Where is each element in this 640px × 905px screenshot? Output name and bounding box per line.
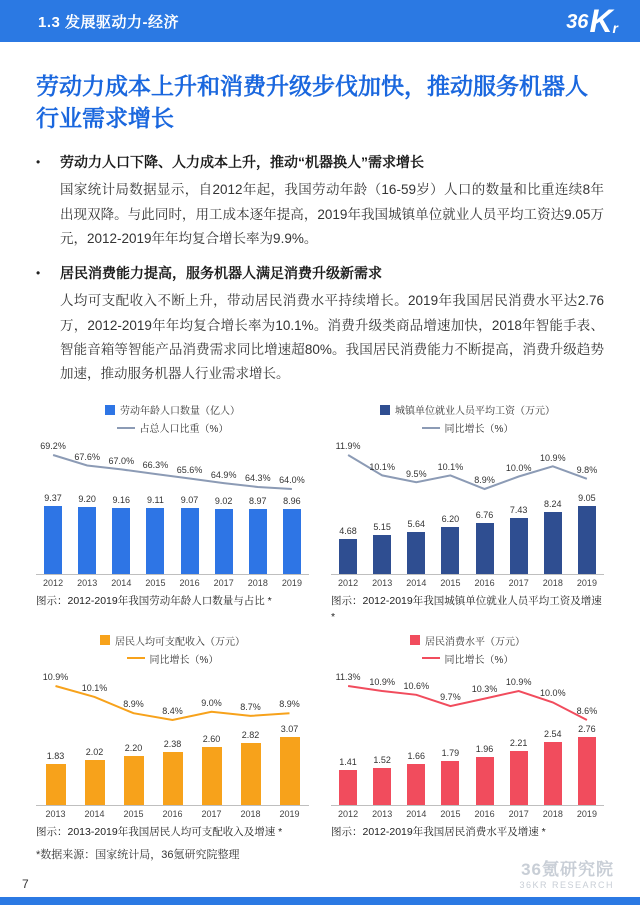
bar-value-label: 2.76	[578, 723, 596, 734]
legend-bar-series	[380, 402, 555, 417]
x-axis-label: 2018	[542, 808, 563, 819]
charts-grid	[36, 402, 604, 840]
bar-value-label: 2.38	[163, 738, 182, 749]
bar-value-label: 3.07	[280, 723, 299, 734]
legend-label: 劳动年龄人口数量（亿人）	[120, 406, 240, 418]
x-axis-label: 2017	[508, 808, 529, 819]
chart-legend	[331, 633, 604, 666]
bar-value-label: 5.64	[407, 519, 426, 530]
line-value-label: 10.0%	[505, 462, 532, 473]
line-value-label: 66.3%	[142, 460, 169, 471]
legend-line-swatch	[422, 427, 440, 429]
bar-value-label: 9.16	[112, 495, 131, 506]
legend-line-series	[117, 420, 229, 435]
x-axis-label: 2012	[43, 578, 64, 589]
x-axis-label: 2016	[474, 578, 495, 589]
x-axis-label: 2018	[240, 808, 261, 819]
line-value-label: 11.9%	[335, 441, 361, 452]
legend-label: 居民消费水平（万元）	[425, 636, 525, 648]
bar-value-label: 6.76	[475, 510, 494, 521]
x-axis-label: 2014	[406, 578, 427, 589]
legend-bar-series	[410, 633, 525, 648]
bar-value-label: 2.54	[544, 728, 562, 739]
line-value-label: 10.9%	[540, 452, 566, 463]
x-axis-label: 2014	[111, 578, 132, 589]
x-axis-label: 2016	[474, 808, 495, 819]
legend-bar-swatch	[380, 405, 390, 415]
line-value-label: 10.1%	[437, 461, 464, 472]
bullet-item-consumption	[36, 263, 604, 386]
bar-value-label: 8.97	[249, 496, 267, 507]
chart-x-axis	[331, 578, 604, 588]
line-value-label: 8.4%	[162, 705, 183, 716]
bar	[44, 506, 62, 574]
legend-bar-swatch	[410, 635, 420, 645]
line-value-label: 9.7%	[440, 692, 461, 703]
x-axis-label: 2017	[213, 578, 234, 589]
line-value-label: 9.8%	[576, 465, 598, 476]
bar	[146, 508, 164, 574]
chart-plot	[331, 668, 604, 806]
bullet-text: 国家统计局数据显示，自2012年起，我国劳动年龄（16-59岁）人口的数量和比重连续8年出现双降。与此同时，用工成本逐年提高，2019年我国城镇单位就业人员平均工资达9.05万元，2012-2019年年均复合增长率为9.9%。	[60, 182, 604, 246]
line-value-label: 67.0%	[108, 455, 135, 466]
line-value-label: 10.3%	[471, 684, 498, 695]
x-axis-label: 2019	[576, 578, 597, 589]
line-value-label: 8.6%	[576, 705, 598, 716]
line-value-label: 67.6%	[74, 451, 100, 462]
chart-caption: 图示：2012-2019年我国劳动年龄人口数量与占比 *	[36, 595, 272, 608]
line-value-label: 65.6%	[176, 464, 203, 475]
bar-value-label: 7.43	[509, 505, 528, 516]
legend-line-swatch	[127, 657, 145, 659]
x-axis-label: 2019	[576, 808, 597, 819]
bar	[181, 508, 199, 574]
x-axis-label: 2012	[338, 808, 359, 819]
bar	[407, 532, 425, 574]
bar	[215, 509, 233, 574]
x-axis-label: 2013	[77, 578, 98, 589]
bar-value-label: 9.02	[214, 496, 233, 507]
line-value-label: 10.9%	[505, 676, 532, 687]
line-value-label: 9.0%	[201, 697, 222, 708]
bar-value-label: 1.66	[407, 750, 426, 761]
chart-plot	[36, 668, 309, 806]
page-number: 7	[22, 877, 29, 891]
bar	[510, 518, 528, 574]
x-axis-label: 2015	[440, 578, 461, 589]
bar-value-label: 1.41	[339, 756, 357, 767]
bar-value-label: 2.82	[241, 729, 260, 740]
watermark-cn: 36氪研究院	[521, 859, 614, 879]
bar	[578, 506, 596, 574]
line-value-label: 64.3%	[245, 473, 271, 484]
bar	[280, 737, 300, 805]
bar	[112, 508, 130, 574]
x-axis-label: 2018	[247, 578, 268, 589]
page-title: 劳动力成本上升和消费升级步伐加快，推动服务机器人行业需求增长	[36, 73, 588, 132]
x-axis-label: 2015	[145, 578, 166, 589]
bar	[578, 737, 596, 805]
line-value-label: 64.9%	[210, 469, 237, 480]
x-axis-label: 2019	[279, 808, 300, 819]
chart-average-wage	[331, 402, 604, 624]
x-axis-label: 2017	[508, 578, 529, 589]
line-value-label: 10.1%	[369, 461, 395, 472]
legend-label: 居民人均可支配收入（万元）	[115, 636, 245, 648]
bar	[46, 764, 66, 805]
bar-value-label: 4.68	[339, 526, 357, 537]
legend-line-series	[422, 651, 514, 666]
line-value-label: 10.1%	[81, 682, 108, 693]
bar-value-label: 9.07	[180, 495, 199, 506]
bar	[476, 523, 494, 574]
bar-value-label: 9.20	[78, 494, 96, 505]
legend-label: 占总人口比重（%）	[139, 424, 229, 436]
x-axis-label: 2015	[440, 808, 461, 819]
x-axis-label: 2014	[406, 808, 427, 819]
section-title: 1.3 发展驱动力-经济	[38, 13, 180, 31]
x-axis-label: 2014	[84, 808, 105, 819]
bar-value-label: 1.83	[46, 750, 65, 761]
chart-legend	[36, 402, 309, 435]
legend-bar-swatch	[105, 405, 115, 415]
x-axis-label: 2013	[45, 808, 66, 819]
bar	[163, 752, 183, 805]
chart-x-axis	[36, 578, 309, 588]
bar-value-label: 6.20	[441, 514, 460, 525]
legend-bar-series	[105, 402, 240, 417]
chart-plot	[36, 437, 309, 575]
bar-value-label: 9.11	[147, 495, 164, 506]
bar	[78, 507, 96, 574]
bar-value-label: 8.24	[544, 499, 562, 510]
bottom-accent-bar	[0, 897, 640, 905]
bar	[510, 751, 528, 805]
bar-value-label: 2.21	[509, 737, 528, 748]
chart-caption: 图示：2012-2019年我国城镇单位就业人员平均工资及增速 *	[331, 595, 602, 623]
x-axis-label: 2019	[281, 578, 302, 589]
36kr-logo	[566, 5, 618, 37]
line-value-label: 8.9%	[123, 699, 144, 710]
bar	[441, 761, 459, 805]
legend-line-series	[422, 420, 514, 435]
line-value-label: 8.7%	[240, 701, 261, 712]
bar-value-label: 1.79	[441, 747, 460, 758]
bar	[373, 535, 391, 574]
bullet-content	[60, 263, 604, 386]
page-content	[0, 70, 640, 862]
bar-value-label: 1.96	[475, 743, 494, 754]
chart-caption: 图示：2012-2019年我国居民消费水平及增速 *	[331, 825, 546, 838]
bar	[476, 757, 494, 805]
bullet-marker: •	[36, 155, 41, 170]
bullet-heading: 居民消费能力提高，服务机器人满足消费升级新需求	[60, 265, 382, 282]
chart-legend	[36, 633, 309, 666]
bar-value-label: 2.02	[85, 746, 104, 757]
line-value-label: 11.3%	[335, 671, 361, 682]
chart-working-age-population	[36, 402, 309, 624]
watermark-en: 36KR RESEARCH	[519, 879, 614, 890]
bar	[373, 768, 391, 805]
bullet-item-labor	[36, 152, 604, 251]
legend-label: 同比增长（%）	[149, 654, 219, 666]
bar-value-label: 9.05	[578, 493, 596, 504]
chart-x-axis	[331, 809, 604, 819]
logo-text-k: K	[589, 3, 613, 39]
chart-consumption-level	[331, 633, 604, 840]
bar	[202, 747, 222, 805]
line-value-label: 69.2%	[40, 441, 66, 452]
data-source-footnote: *数据来源：国家统计局，36氪研究院整理	[36, 849, 240, 862]
bar-value-label: 1.52	[373, 754, 391, 765]
line-value-label: 10.0%	[540, 688, 566, 699]
bullet-marker: •	[36, 266, 41, 281]
bar	[339, 539, 357, 574]
bar	[544, 512, 562, 574]
chart-caption: 图示：2013-2019年我国居民人均可支配收入及增速 *	[36, 825, 283, 838]
x-axis-label: 2012	[338, 578, 359, 589]
bar	[544, 742, 562, 805]
bar-value-label: 5.15	[373, 522, 391, 533]
chart-x-axis	[36, 809, 309, 819]
line-value-label: 10.9%	[369, 676, 395, 687]
legend-line-series	[127, 651, 219, 666]
legend-label: 城镇单位就业人员平均工资（万元）	[395, 406, 555, 418]
bullet-list	[36, 152, 604, 386]
line-value-label: 9.5%	[406, 468, 427, 479]
x-axis-label: 2013	[372, 578, 393, 589]
x-axis-label: 2016	[162, 808, 183, 819]
x-axis-label: 2017	[201, 808, 222, 819]
logo-text-36: 36	[566, 11, 589, 33]
logo-text-r: r	[612, 20, 618, 36]
legend-bar-series	[100, 633, 245, 648]
x-axis-label: 2015	[123, 808, 144, 819]
bar	[85, 760, 105, 805]
line-value-label: 8.9%	[474, 475, 495, 486]
bar	[241, 743, 261, 805]
legend-label: 同比增长（%）	[444, 654, 514, 666]
bar	[339, 770, 357, 805]
line-value-label: 64.0%	[279, 475, 305, 486]
legend-line-swatch	[117, 427, 135, 429]
bar	[249, 509, 267, 574]
header-bar	[0, 0, 640, 42]
line-value-label: 8.9%	[279, 699, 300, 710]
bar	[441, 527, 459, 574]
bar-value-label: 8.96	[283, 496, 301, 507]
bullet-heading: 劳动力人口下降、人力成本上升，推动“机器换人”需求增长	[60, 154, 424, 171]
bar	[407, 764, 425, 805]
bar-value-label: 2.60	[202, 733, 221, 744]
brand-watermark	[519, 859, 614, 892]
legend-label: 同比增长（%）	[444, 424, 514, 436]
legend-line-swatch	[422, 657, 440, 659]
line-value-label: 10.9%	[42, 671, 69, 682]
bar-value-label: 9.37	[44, 493, 62, 504]
legend-bar-swatch	[100, 635, 110, 645]
bar	[283, 509, 301, 574]
bullet-content	[60, 152, 604, 251]
x-axis-label: 2013	[372, 808, 393, 819]
bar-value-label: 2.20	[124, 742, 143, 753]
line-value-label: 10.6%	[403, 680, 430, 691]
chart-disposable-income	[36, 633, 309, 840]
chart-legend	[331, 402, 604, 435]
bar	[124, 756, 144, 805]
x-axis-label: 2016	[179, 578, 200, 589]
chart-plot	[331, 437, 604, 575]
x-axis-label: 2018	[542, 578, 563, 589]
bullet-text: 人均可支配收入不断上升，带动居民消费水平持续增长。2019年我国居民消费水平达2.76万，2012-2019年年均复合增长率为10.1%。消费升级类商品增速加快，2018年智能手表、智能音箱等智能产品消费需求同比增速超80%。我国居民消费能力不断提高，消费升级趋势加速，推动服务机器人行业需求增长。	[60, 293, 604, 382]
